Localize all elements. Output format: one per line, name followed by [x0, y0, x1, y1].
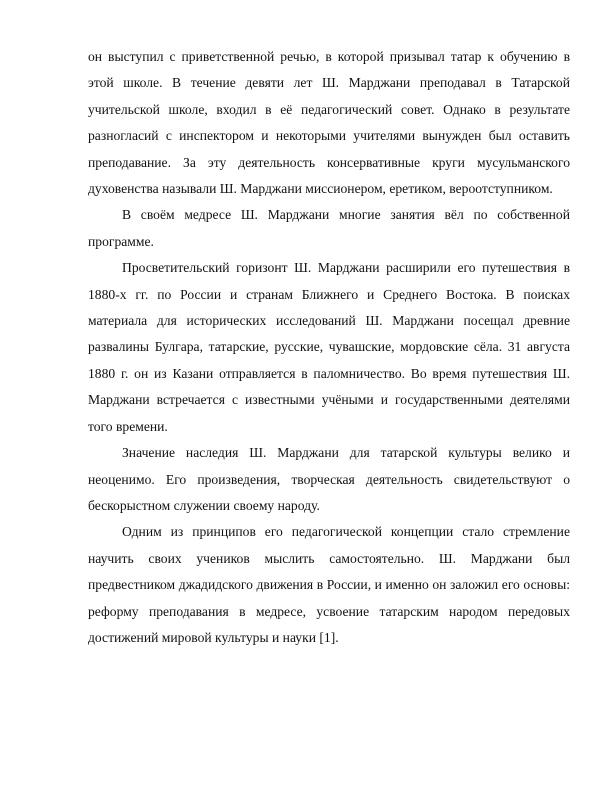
document-page	[88, 44, 570, 651]
paragraph-continuation: он выступил с приветственной речью, в которой призывал татар к обучению в этой школе. В течение девяти лет Ш. Марджани преподавал в Татарской учительской школе, входил в её педагогический совет. Однако в результате разногласий с инспектором и некоторыми учителями вынужден был оставить преподавание. За эту деятельность консервативные круги мусульманского духовенства называли Ш. Марджани миссионером, еретиком, вероотступником.	[88, 49, 570, 197]
paragraph-pedagogy: Одним из принципов его педагогической концепции стало стремление научить своих учеников мыслить самостоятельно. Ш. Марджани был предвестником джадидского движения в России, и именно он заложил его основы: реформу преподавания в медресе, усвоение татарским народом передовых достижений мировой культуры и науки [1].	[88, 524, 570, 645]
paragraph-legacy: Значение наследия Ш. Марджани для татарской культуры велико и неоценимо. Его произведения, творческая деятельность свидетельствуют о бескорыстном служении своему народу.	[88, 445, 570, 513]
paragraph-travels: Просветительский горизонт Ш. Марджани расширили его путешествия в 1880-х гг. по России и странам Ближнего и Среднего Востока. В поисках материала для исторических исследований Ш. Марджани посещал древние развалины Булгара, татарские, русские, чувашские, мордовские сёла. 31 августа 1880 г. он из Казани отправляется в паломничество. Во время путешествия Ш. Марджани встречается с известными учёными и государственными деятелями того времени.	[88, 260, 570, 434]
paragraph-madrasa-program: В своём медресе Ш. Марджани многие занятия вёл по собственной программе.	[88, 207, 570, 249]
